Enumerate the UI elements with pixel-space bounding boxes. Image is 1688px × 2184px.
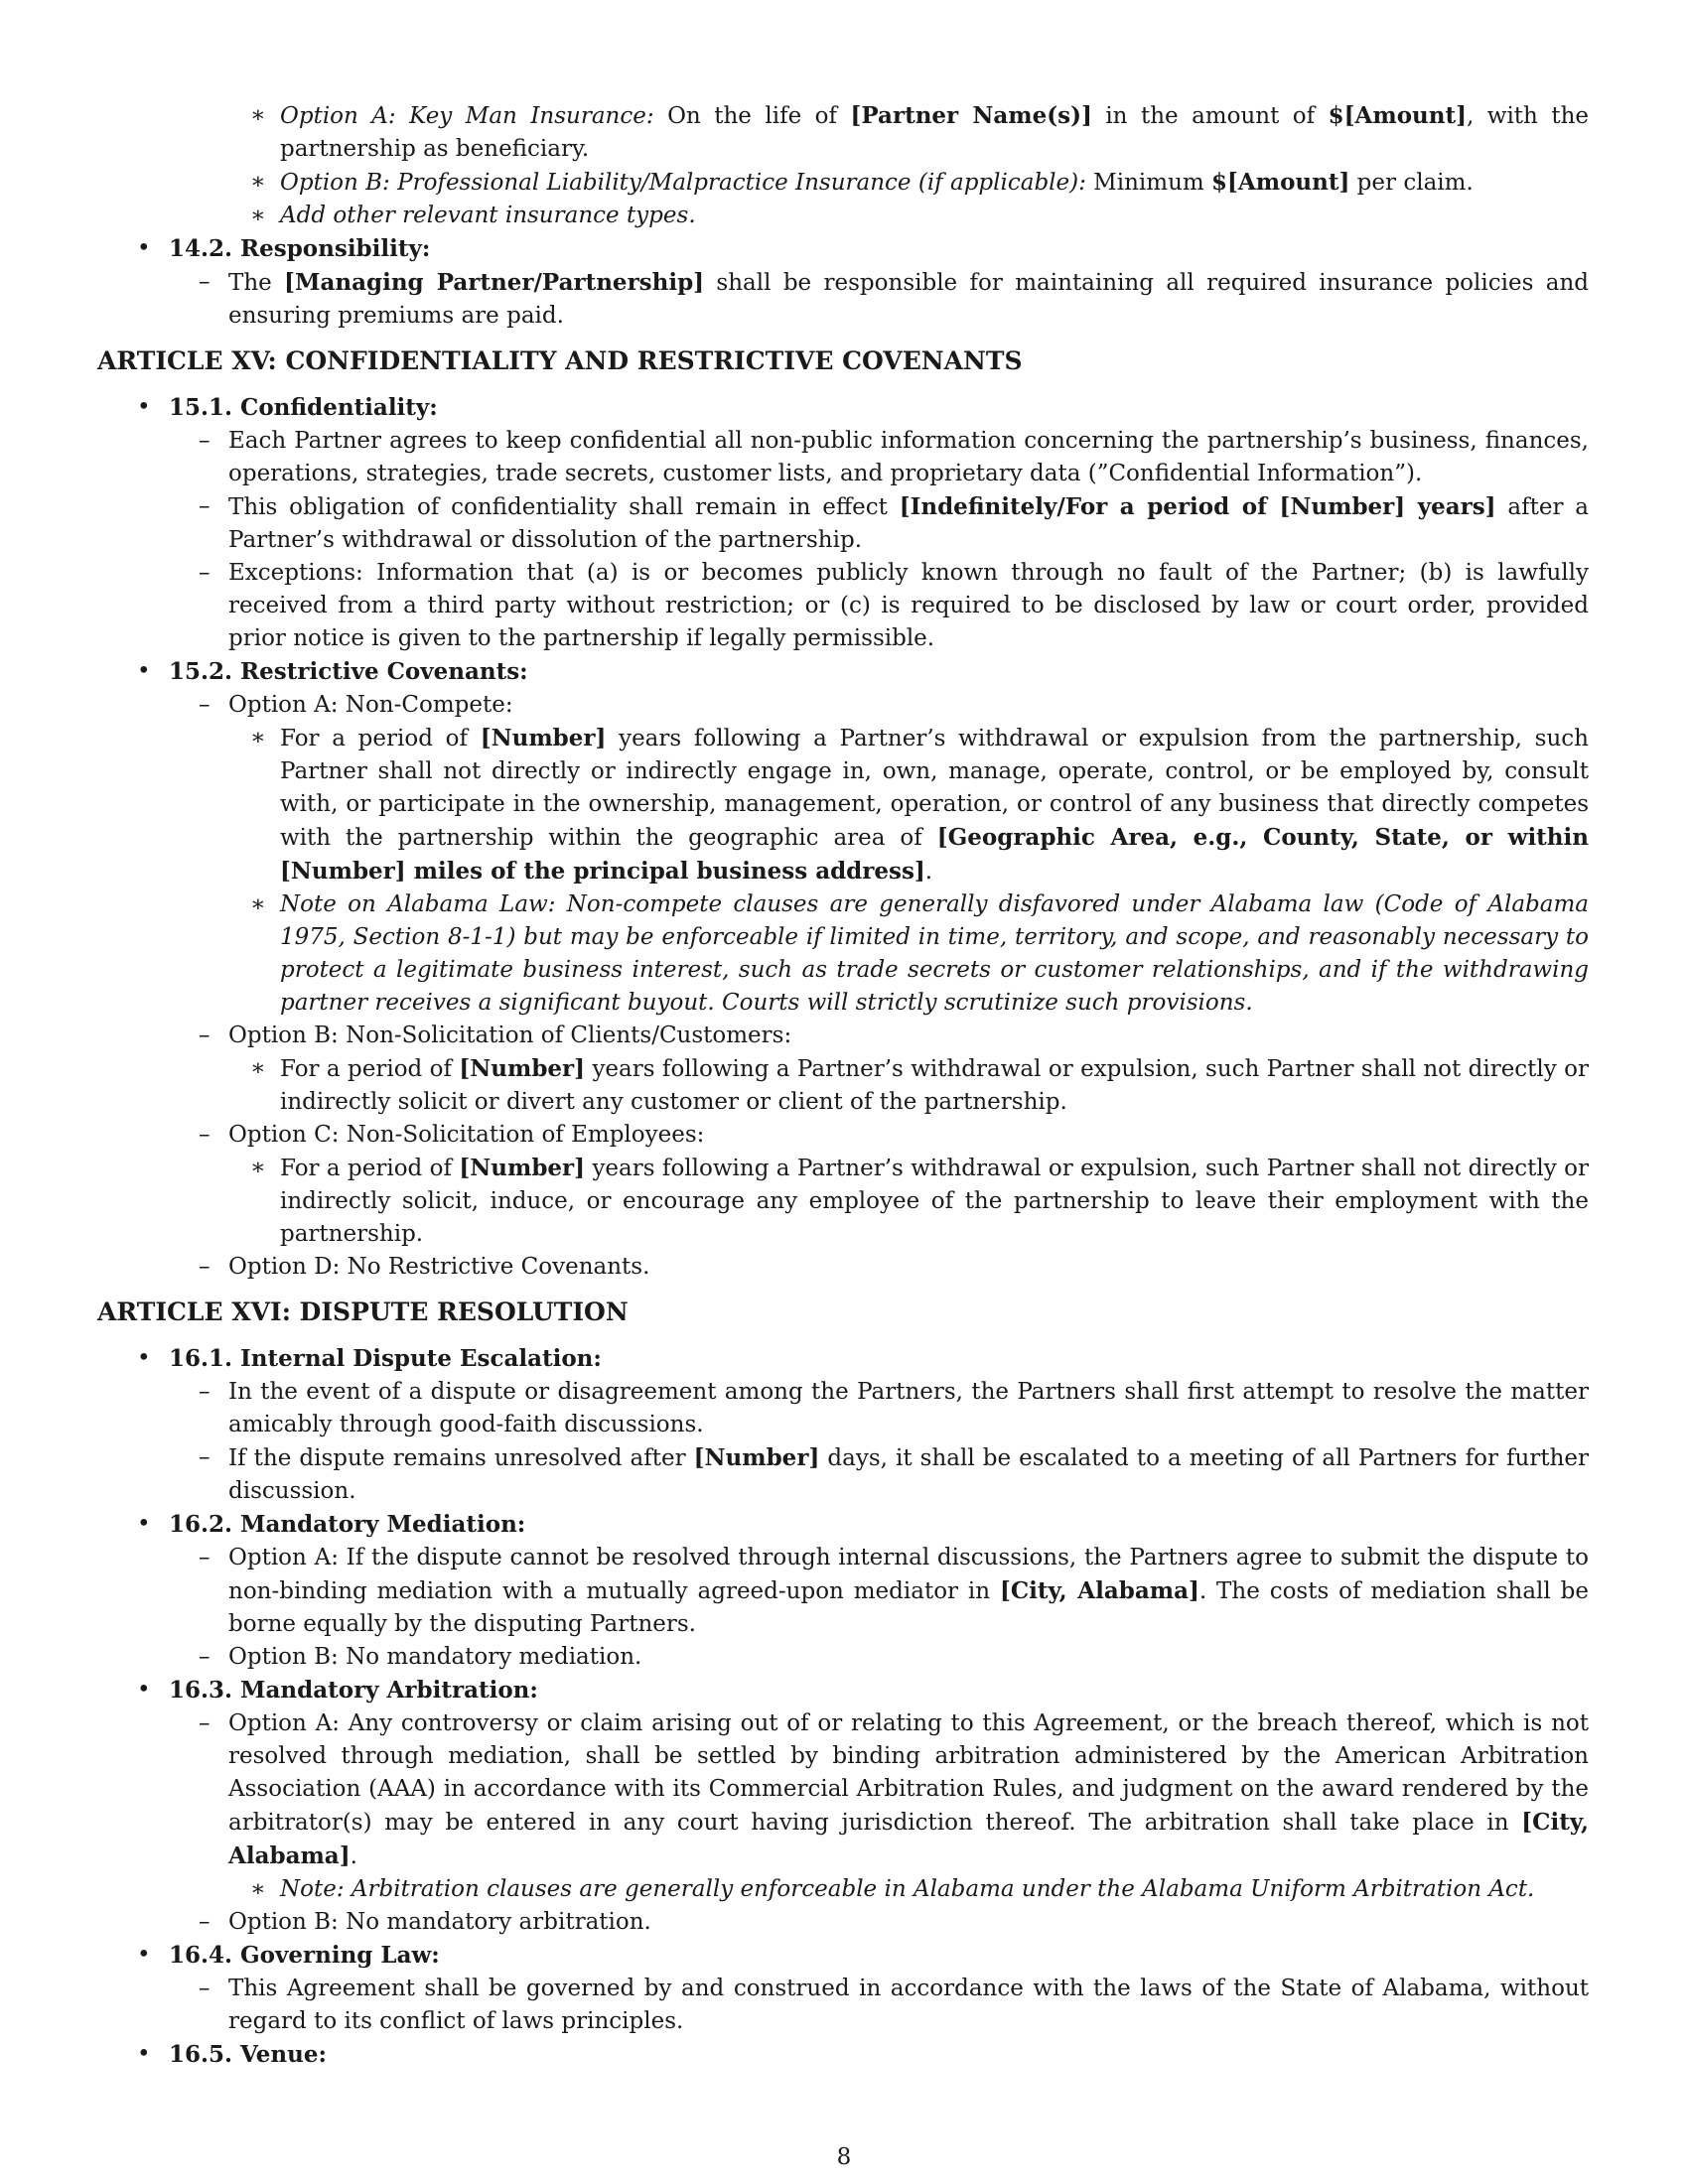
star-marker: ∗ (250, 1055, 266, 1081)
dash-marker: – (199, 1976, 211, 2001)
star-marker: ∗ (250, 169, 266, 195)
dash-marker: – (199, 1909, 211, 1935)
arbitration-note: ∗ Note: Arbitration clauses are generally enforceable in Alabama under the Alabama Uniform Arbitration Act. (99, 1873, 1589, 1906)
article-15-heading: ARTICLE XV: CONFIDENTIALITY AND RESTRICTIVE COVENANTS (97, 346, 1023, 375)
bullet-marker: • (137, 1677, 151, 1703)
dash-marker: – (199, 1545, 211, 1570)
section-title: 15.2. Restrictive Covenants: (169, 658, 528, 685)
star-marker: ∗ (250, 102, 266, 128)
star-marker: ∗ (250, 1876, 266, 1902)
article-16-heading: ARTICLE XVI: DISPUTE RESOLUTION (97, 1297, 629, 1326)
section-16-2 (99, 1508, 1589, 1542)
dash-marker: – (199, 1023, 211, 1048)
section-title: 16.1. Internal Dispute Escalation: (169, 1345, 602, 1372)
dash-marker: – (199, 692, 211, 718)
section-15-1-item: – Each Partner agrees to keep confidential all non-public information concerning the partnership’s business, finances, operations, strategies, trade secrets, customer lists, and proprietary data (”Confidential Information”). (99, 425, 1589, 490)
option-c-non-solicitation-employees: – Option C: Non-Solicitation of Employees: (99, 1119, 1589, 1152)
bullet-marker: • (137, 235, 151, 261)
dash-marker: – (199, 428, 211, 454)
section-15-2 (99, 655, 1589, 689)
insurance-option-a: ∗ Option A: Key Man Insurance: On the life of [Partner Name(s)] in the amount of $[Amount], with the partnership as beneficiary. (99, 99, 1589, 166)
option-a-clause: ∗ For a period of [Number] years following a Partner’s withdrawal or expulsion from the partnership, such Partner shall not directly or indirectly engage in, own, manage, operate, control, or be employed by, consult with, or participate in the ownership, management, operation, or control of any business that directly competes with the partnership within the geographic area of [Geographic Area, e.g., County, State, or within [Number] miles of the principal business address]. (99, 722, 1589, 888)
section-15-1 (99, 391, 1589, 425)
star-marker: ∗ (250, 1155, 266, 1180)
dash-marker: – (199, 493, 211, 519)
bullet-marker: • (137, 2041, 151, 2067)
insurance-other: ∗ Add other relevant insurance types. (99, 200, 1589, 232)
section-16-3-item: – Option A: Any controversy or claim arising out of or relating to this Agreement, or the breach thereof, which is not resolved through mediation, shall be settled by binding arbitration administered by the American Arbitration Association (AAA) in accordance with its Commercial Arbitration Rules, and judgment on the award rendered by the arbitrator(s) may be entered in any court having jurisdiction thereof. The arbitration shall take place in [City, Alabama]. (99, 1707, 1589, 1873)
section-16-4-item: – This Agreement shall be governed by and construed in accordance with the laws of the State of Alabama, without regard to its conflict of laws principles. (99, 1973, 1589, 2038)
section-14-2 (99, 232, 1589, 266)
dash-marker: – (199, 1644, 211, 1670)
bullet-marker: • (137, 394, 151, 420)
option-d-no-covenants: – Option D: No Restrictive Covenants. (99, 1251, 1589, 1284)
option-b-clause: ∗ For a period of [Number] years following a Partner’s withdrawal or expulsion, such Partner shall not directly or indirectly solicit or divert any customer or client of the partnership. (99, 1052, 1589, 1119)
section-title: 16.5. Venue: (169, 2041, 327, 2068)
option-a-note: ∗ Note on Alabama Law: Non-compete clauses are generally disfavored under Alabama law (Code of Alabama 1975, Section 8-1-1) but may be enforceable if limited in time, territory, and scope, and reasonably necessary to protect a legitimate business interest, such as trade secrets or customer relationships, and if the withdrawing partner receives a significant buyout. Courts will strictly scrutinize such provisions. (99, 888, 1589, 1020)
page-number: 8 (836, 2144, 852, 2170)
bullet-marker: • (137, 1942, 151, 1968)
section-15-1-item: – This obligation of confidentiality shall remain in effect [Indefinitely/For a period of [Number] years] after a Partner’s withdrawal or dissolution of the partnership. (99, 490, 1589, 557)
section-16-1 (99, 1342, 1589, 1376)
dash-marker: – (199, 269, 211, 295)
section-title: 14.2. Responsibility: (169, 235, 431, 262)
dash-marker: – (199, 560, 211, 586)
section-title: 16.3. Mandatory Arbitration: (169, 1677, 538, 1704)
dash-marker: – (199, 1254, 211, 1280)
star-marker: ∗ (250, 203, 266, 228)
section-16-1-item: – In the event of a dispute or disagreement among the Partners, the Partners shall first attempt to resolve the matter amicably through good-faith discussions. (99, 1376, 1589, 1441)
section-14-2-item: – The [Managing Partner/Partnership] shall be responsible for maintaining all required insurance policies and ensuring premiums are paid. (99, 266, 1589, 333)
dash-marker: – (199, 1710, 211, 1736)
section-16-3 (99, 1674, 1589, 1707)
option-b-non-solicitation-clients: – Option B: Non-Solicitation of Clients/Customers: (99, 1020, 1589, 1052)
bullet-marker: • (137, 1345, 151, 1371)
section-title: 16.2. Mandatory Mediation: (169, 1511, 526, 1538)
dash-marker: – (199, 1379, 211, 1405)
section-16-5 (99, 2038, 1589, 2072)
dash-marker: – (199, 1122, 211, 1148)
section-15-1-item: – Exceptions: Information that (a) is or becomes publicly known through no fault of the Partner; (b) is lawfully received from a third party without restriction; or (c) is required to be disclosed by law or court order, provided prior notice is given to the partnership if legally permissible. (99, 557, 1589, 655)
section-16-3-item: – Option B: No mandatory arbitration. (99, 1906, 1589, 1939)
document-page (99, 99, 1589, 2072)
star-marker: ∗ (250, 725, 266, 751)
section-title: 15.1. Confidentiality: (169, 394, 438, 421)
option-a-non-compete: – Option A: Non-Compete: (99, 689, 1589, 722)
section-16-4 (99, 1939, 1589, 1973)
bullet-marker: • (137, 1511, 151, 1537)
section-16-2-item: – Option B: No mandatory mediation. (99, 1641, 1589, 1674)
star-marker: ∗ (250, 891, 266, 917)
section-16-1-item: – If the dispute remains unresolved after [Number] days, it shall be escalated to a meeting of all Partners for further discussion. (99, 1441, 1589, 1508)
bullet-marker: • (137, 658, 151, 684)
insurance-option-b: ∗ Option B: Professional Liability/Malpractice Insurance (if applicable): Minimum $[Amount] per claim. (99, 166, 1589, 200)
section-16-2-item: – Option A: If the dispute cannot be resolved through internal discussions, the Partners agree to submit the dispute to non-binding mediation with a mutually agreed-upon mediator in [City, Alabama]. The costs of mediation shall be borne equally by the disputing Partners. (99, 1542, 1589, 1641)
section-title: 16.4. Governing Law: (169, 1942, 440, 1969)
dash-marker: – (199, 1444, 211, 1470)
option-c-clause: ∗ For a period of [Number] years following a Partner’s withdrawal or expulsion, such Partner shall not directly or indirectly solicit, induce, or encourage any employee of the partnership to leave their employment with the partnership. (99, 1152, 1589, 1251)
